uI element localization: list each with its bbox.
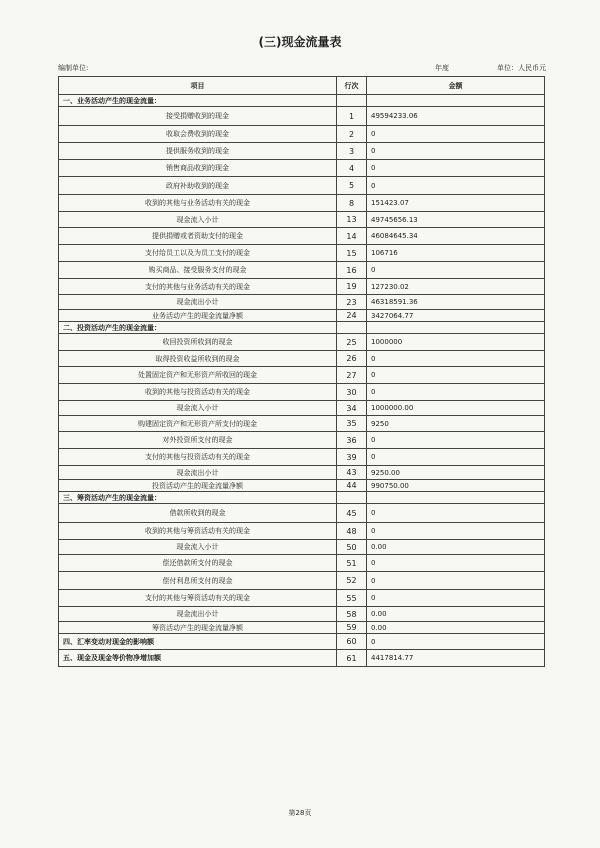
row-number: 58 (337, 607, 367, 622)
row-item-label: 筹资活动产生的现金流量净额 (59, 622, 337, 634)
row-item-label: 支付的其他与投资活动有关的现金 (59, 449, 337, 466)
row-number: 4 (337, 160, 367, 177)
row-amount: 3427064.77 (367, 310, 545, 322)
table-row (59, 279, 545, 295)
row-amount: 0 (367, 555, 545, 572)
table-row (59, 590, 545, 607)
row-amount: 0 (367, 262, 545, 279)
row-amount: 9250.00 (367, 466, 545, 480)
table-row (59, 262, 545, 279)
row-number: 14 (337, 228, 367, 245)
row-number: 48 (337, 523, 367, 540)
row-amount: 127230.02 (367, 279, 545, 295)
row-amount: 1000000.00 (367, 401, 545, 416)
row-amount: 0 (367, 177, 545, 195)
row-amount: 49594233.06 (367, 107, 545, 126)
table-row (59, 384, 545, 401)
row-item-label: 借款所收到的现金 (59, 504, 337, 523)
year-label: 年度 (435, 64, 449, 72)
row-number (337, 95, 367, 107)
row-amount (367, 322, 545, 334)
row-item-label: 现金流出小计 (59, 295, 337, 310)
table-row (59, 416, 545, 432)
row-number: 8 (337, 195, 367, 212)
table-row (59, 295, 545, 310)
row-number: 59 (337, 622, 367, 634)
row-amount: 0 (367, 504, 545, 523)
row-amount: 4417814.77 (367, 650, 545, 667)
row-amount: 49745656.13 (367, 212, 545, 228)
row-item-label: 处置固定资产和无形资产所收回的现金 (59, 367, 337, 384)
row-number: 52 (337, 572, 367, 590)
table-body (59, 95, 545, 667)
row-item-label: 现金流出小计 (59, 466, 337, 480)
row-number: 13 (337, 212, 367, 228)
row-number: 61 (337, 650, 367, 667)
table-header-row (59, 77, 545, 95)
row-number: 51 (337, 555, 367, 572)
row-number: 27 (337, 367, 367, 384)
currency-unit-label: 单位：人民币元 (497, 64, 546, 72)
row-item-label: 收取会费收到的现金 (59, 126, 337, 143)
table-row (59, 160, 545, 177)
table-row (59, 126, 545, 143)
row-item-label: 对外投资所支付的现金 (59, 432, 337, 449)
row-item-label: 销售商品收到的现金 (59, 160, 337, 177)
row-number: 30 (337, 384, 367, 401)
row-item-label: 四、汇率变动对现金的影响额 (59, 634, 337, 650)
row-item-label: 提供捐赠或者资助支付的现金 (59, 228, 337, 245)
row-number: 25 (337, 334, 367, 351)
table-row (59, 555, 545, 572)
row-amount: 0 (367, 432, 545, 449)
row-amount: 0 (367, 367, 545, 384)
row-item-label: 偿还借款所支付的现金 (59, 555, 337, 572)
row-amount: 9250 (367, 416, 545, 432)
table-row (59, 504, 545, 523)
row-number: 50 (337, 540, 367, 555)
table-row (59, 523, 545, 540)
row-number: 36 (337, 432, 367, 449)
table-row (59, 195, 545, 212)
row-number: 16 (337, 262, 367, 279)
statement-title: (三)现金流量表 (258, 35, 342, 49)
row-amount: 0 (367, 143, 545, 160)
row-item-label: 业务活动产生的现金流量净额 (59, 310, 337, 322)
row-item-label: 投资活动产生的现金流量净额 (59, 480, 337, 492)
column-header-amount: 金额 (367, 77, 545, 95)
table-row (59, 351, 545, 367)
table-row (59, 322, 545, 334)
row-number: 19 (337, 279, 367, 295)
row-item-label: 现金流入小计 (59, 212, 337, 228)
row-item-label: 二、投资活动产生的现金流量： (59, 322, 337, 334)
table-row (59, 177, 545, 195)
row-number: 2 (337, 126, 367, 143)
table-row (59, 572, 545, 590)
table-row (59, 334, 545, 351)
row-item-label: 三、筹资活动产生的现金流量： (59, 492, 337, 504)
row-number: 45 (337, 504, 367, 523)
cash-flow-table (58, 76, 545, 667)
row-number: 55 (337, 590, 367, 607)
table-row (59, 143, 545, 160)
row-amount: 0 (367, 634, 545, 650)
row-amount: 0.00 (367, 622, 545, 634)
table-row (59, 228, 545, 245)
row-number: 35 (337, 416, 367, 432)
row-number (337, 322, 367, 334)
row-item-label: 现金流出小计 (59, 607, 337, 622)
row-number: 5 (337, 177, 367, 195)
table-row (59, 107, 545, 126)
page-number: 第28页 (288, 809, 312, 817)
table-row (59, 401, 545, 416)
row-item-label: 收到的其他与筹资活动有关的现金 (59, 523, 337, 540)
table-row (59, 634, 545, 650)
row-item-label: 五、现金及现金等价物净增加额 (59, 650, 337, 667)
row-item-label: 支付给员工以及为员工支付的现金 (59, 245, 337, 262)
table-row (59, 245, 545, 262)
table-row (59, 432, 545, 449)
row-number: 34 (337, 401, 367, 416)
row-number: 26 (337, 351, 367, 367)
row-number: 43 (337, 466, 367, 480)
table-row (59, 212, 545, 228)
row-amount: 0 (367, 449, 545, 466)
row-number: 39 (337, 449, 367, 466)
row-item-label: 政府补助收到的现金 (59, 177, 337, 195)
row-number: 23 (337, 295, 367, 310)
table-row (59, 622, 545, 634)
row-item-label: 偿付利息所支付的现金 (59, 572, 337, 590)
row-amount: 1000000 (367, 334, 545, 351)
row-number: 3 (337, 143, 367, 160)
column-header-row-no: 行次 (337, 77, 367, 95)
row-item-label: 支付的其他与业务活动有关的现金 (59, 279, 337, 295)
row-item-label: 收到的其他与投资活动有关的现金 (59, 384, 337, 401)
row-item-label: 提供服务收到的现金 (59, 143, 337, 160)
row-amount: 0 (367, 384, 545, 401)
row-amount: 0.00 (367, 540, 545, 555)
table-row (59, 367, 545, 384)
table-row (59, 540, 545, 555)
row-item-label: 购买商品、接受服务支付的现金 (59, 262, 337, 279)
preparing-unit-label: 编制单位: (58, 64, 89, 72)
row-amount: 0 (367, 160, 545, 177)
row-amount (367, 492, 545, 504)
row-number: 44 (337, 480, 367, 492)
column-header-item: 项目 (59, 77, 337, 95)
table-row (59, 310, 545, 322)
row-item-label: 收回投资所收到的现金 (59, 334, 337, 351)
row-amount: 46318591.36 (367, 295, 545, 310)
table-row (59, 607, 545, 622)
row-number: 24 (337, 310, 367, 322)
row-amount: 106716 (367, 245, 545, 262)
row-item-label: 现金流入小计 (59, 540, 337, 555)
row-item-label: 购建固定资产和无形资产所支付的现金 (59, 416, 337, 432)
row-amount: 0 (367, 523, 545, 540)
row-item-label: 取得投资收益所收到的现金 (59, 351, 337, 367)
row-number: 15 (337, 245, 367, 262)
row-amount: 46084645.34 (367, 228, 545, 245)
row-amount: 0 (367, 590, 545, 607)
row-amount: 0 (367, 351, 545, 367)
table-row (59, 650, 545, 667)
row-number: 1 (337, 107, 367, 126)
row-amount: 990750.00 (367, 480, 545, 492)
row-item-label: 现金流入小计 (59, 401, 337, 416)
row-item-label: 支付的其他与筹资活动有关的现金 (59, 590, 337, 607)
table-row (59, 95, 545, 107)
row-amount (367, 95, 545, 107)
row-item-label: 一、业务活动产生的现金流量： (59, 95, 337, 107)
row-amount: 0.00 (367, 607, 545, 622)
row-amount: 151423.07 (367, 195, 545, 212)
row-item-label: 收到的其他与业务活动有关的现金 (59, 195, 337, 212)
row-number: 60 (337, 634, 367, 650)
table-row (59, 449, 545, 466)
row-item-label: 接受捐赠收到的现金 (59, 107, 337, 126)
table-row (59, 492, 545, 504)
row-number (337, 492, 367, 504)
row-amount: 0 (367, 572, 545, 590)
row-amount: 0 (367, 126, 545, 143)
table-row (59, 480, 545, 492)
table-row (59, 466, 545, 480)
